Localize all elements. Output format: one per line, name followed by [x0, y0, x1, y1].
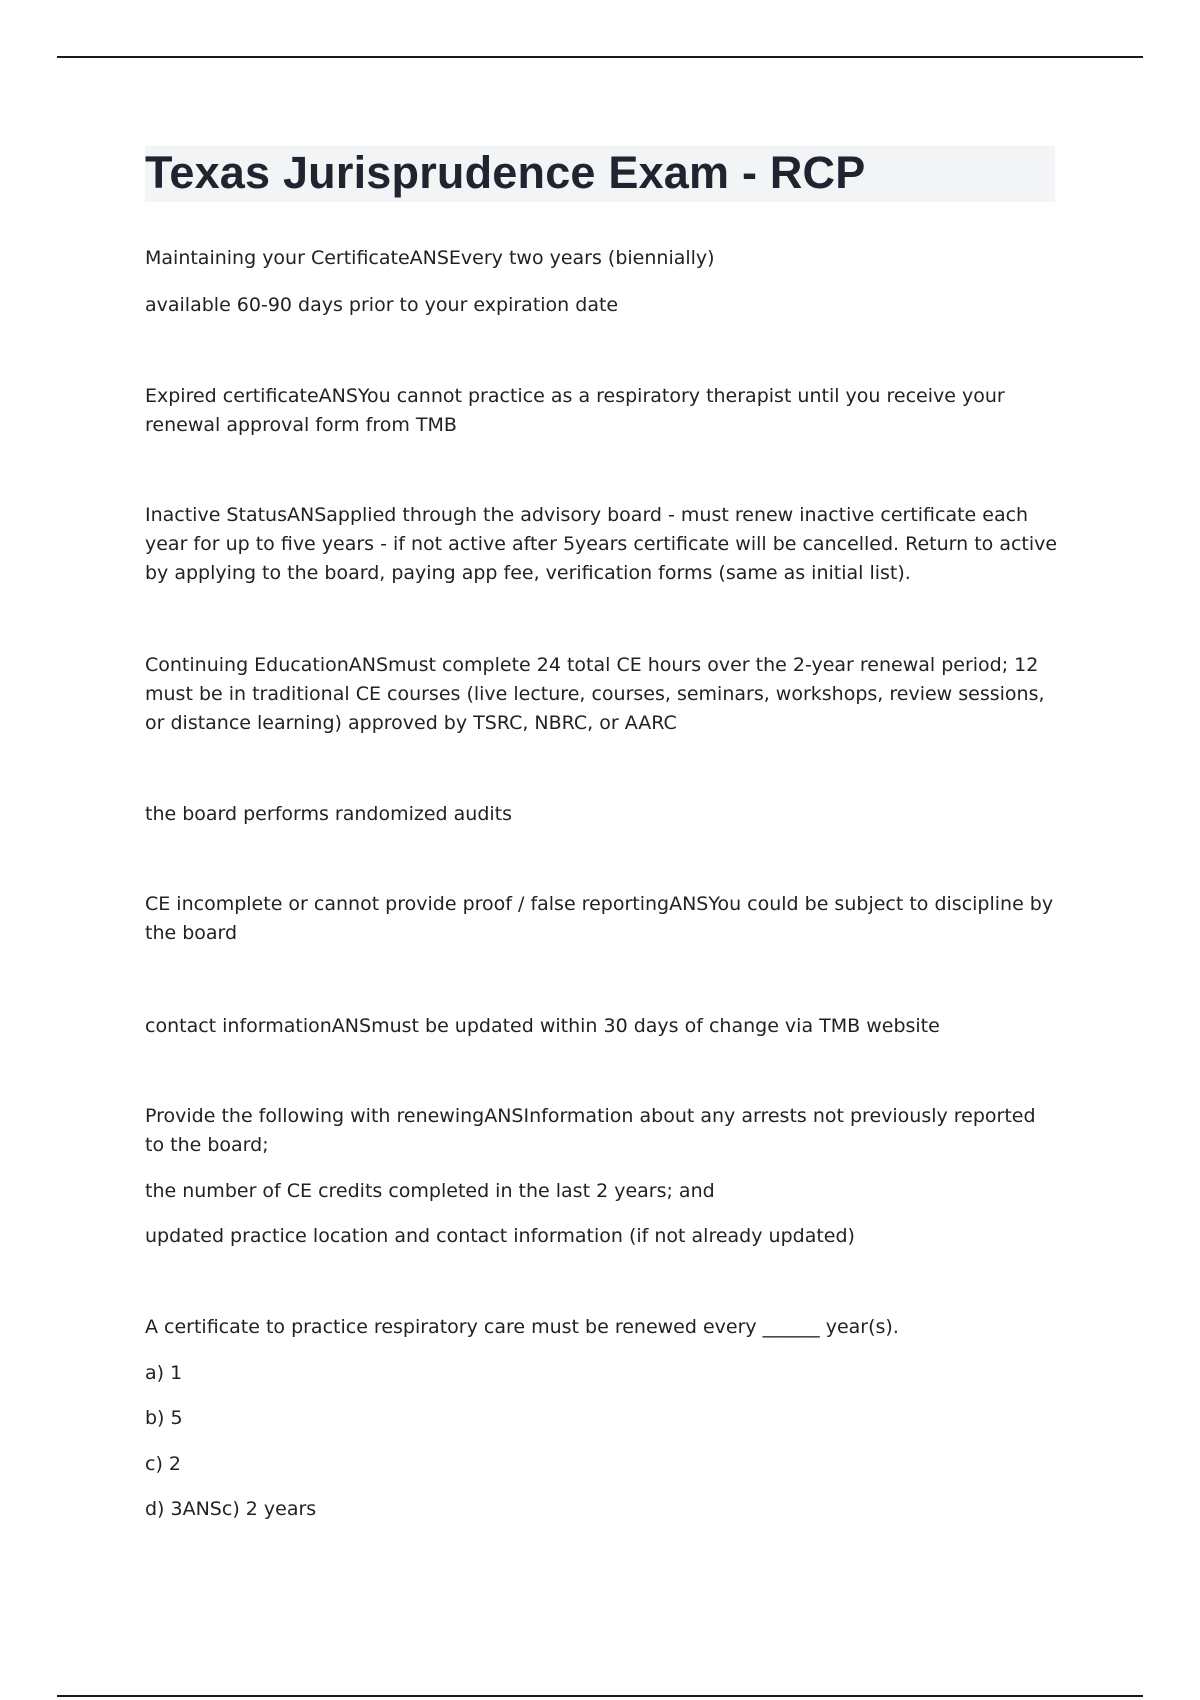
card-contact-information: contact informationANSmust be updated within 30 days of change via TMB website [145, 1015, 940, 1037]
top-rule [57, 56, 1143, 58]
card-inactive-status: Inactive StatusANSapplied through the advisory board - must renew inactive certificate each year for up to five years - if not active after 5years certificate will be cancelled. Return to active by applying to the board, paying app fee, verification forms (same as initial list). [145, 504, 1058, 584]
question-renewal-period: A certificate to practice respiratory care must be renewed every ______ year(s). [145, 1316, 899, 1338]
option-b: b) 5 [145, 1407, 183, 1429]
card-continuing-education: Continuing EducationANSmust complete 24 total CE hours over the 2-year renewal period; 12 must be in traditional CE courses (live lecture, courses, seminars, workshops, review sessions, or distance learning) approved by TSRC, NBRC, or AARC [145, 654, 1045, 734]
option-c: c) 2 [145, 1453, 181, 1475]
bottom-rule [57, 1695, 1143, 1697]
card-renewal-ce-credits: the number of CE credits completed in the last 2 years; and [145, 1180, 715, 1202]
option-d-answer: d) 3ANSc) 2 years [145, 1498, 317, 1520]
document-title: Texas Jurisprudence Exam - RCP [145, 147, 866, 198]
card-maintaining-certificate: Maintaining your CertificateANSEvery two years (biennially) [145, 247, 715, 269]
card-renewal-location: updated practice location and contact information (if not already updated) [145, 1225, 855, 1247]
card-renewal-requirements: Provide the following with renewingANSInformation about any arrests not previously reported to the board; [145, 1105, 1036, 1156]
card-ce-incomplete: CE incomplete or cannot provide proof / false reportingANSYou could be subject to discipline by the board [145, 893, 1054, 944]
card-randomized-audits: the board performs randomized audits [145, 803, 513, 825]
option-a: a) 1 [145, 1362, 183, 1384]
card-expired-certificate: Expired certificateANSYou cannot practice as a respiratory therapist until you receive your renewal approval form from TMB [145, 385, 1005, 436]
card-maintaining-note: available 60-90 days prior to your expiration date [145, 294, 619, 316]
